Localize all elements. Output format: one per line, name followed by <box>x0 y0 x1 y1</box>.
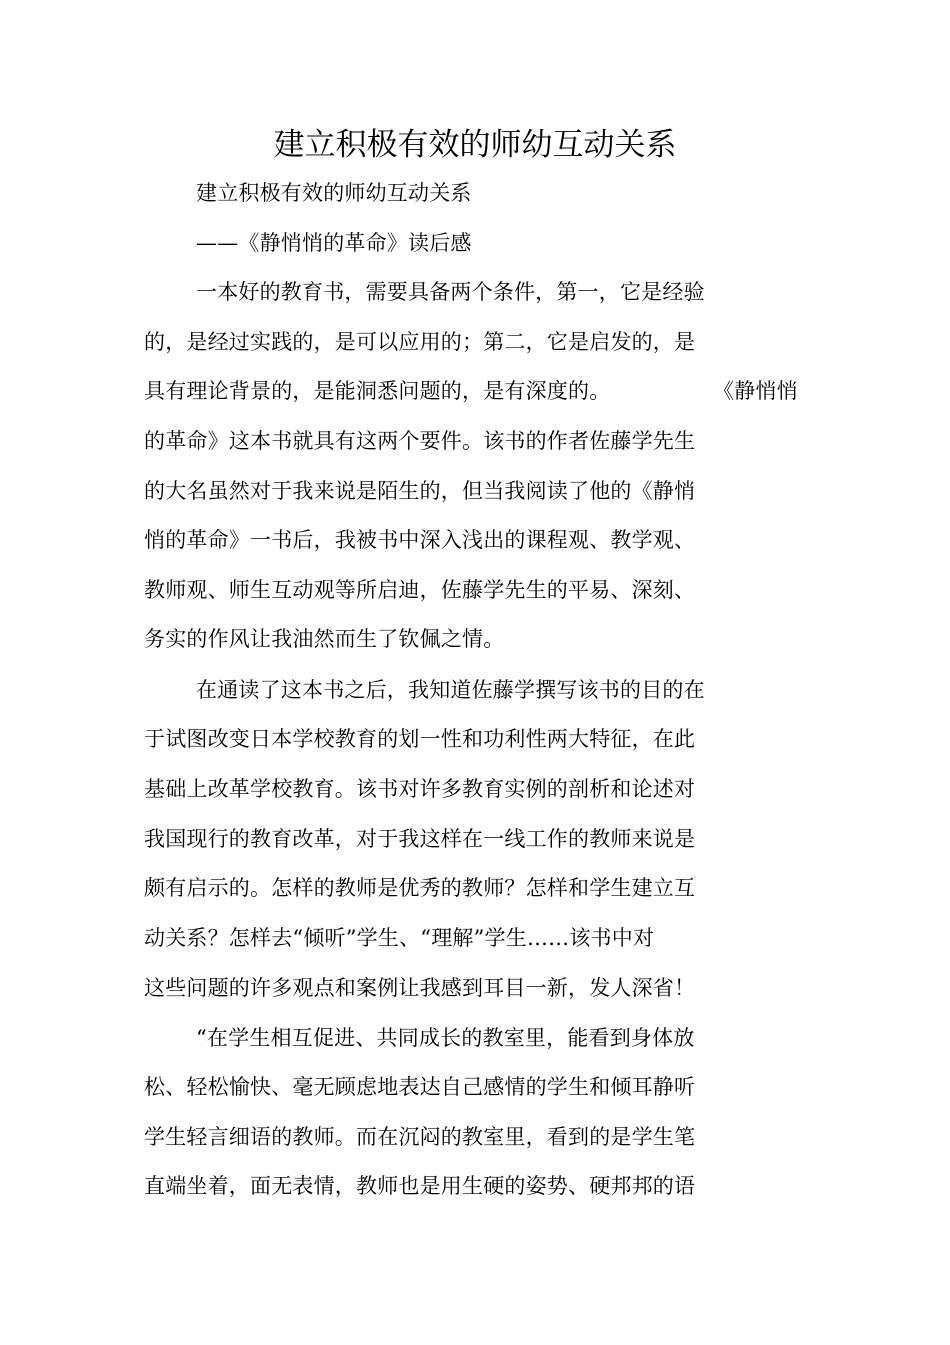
paragraph-line: 教师观、师生互动观等所启迪，佐藤学先生的平易、深刻、 <box>144 578 696 602</box>
paragraph-line: 在通读了这本书之后，我知道佐藤学撰写该书的目的在 <box>196 678 705 702</box>
paragraph-line: “在学生相互促进、共同成长的教室里，能看到身体放 <box>196 1026 695 1050</box>
paragraph-line: 基础上改革学校教育。该书对许多教育实例的剖析和论述对 <box>144 777 696 801</box>
paragraph-line: 一本好的教育书，需要具备两个条件，第一，它是经验 <box>196 280 705 304</box>
subtitle: 建立积极有效的师幼互动关系 <box>196 181 472 205</box>
paragraph-line: 务实的作风让我油然而生了钦佩之情。 <box>144 627 505 651</box>
paragraph-line: 我国现行的教育改革，对于我这样在一线工作的教师来说是 <box>144 827 696 851</box>
paragraph-line: 直端坐着，面无表情，教师也是用生硬的姿势、硬邦邦的语 <box>144 1174 696 1198</box>
paragraph-line: 具有理论背景的，是能洞悉问题的，是有深度的。 <box>144 379 611 403</box>
paragraph-line: 的大名虽然对于我来说是陌生的，但当我阅读了他的《静悄 <box>144 479 696 503</box>
paragraph-line: 这些问题的许多观点和案例让我感到耳目一新，发人深省！ <box>144 976 696 1000</box>
paragraph-line: 《静悄悄 <box>713 379 798 403</box>
paragraph-line: 的革命》这本书就具有这两个要件。该书的作者佐藤学先生 <box>144 429 696 453</box>
paragraph-line: 颇有启示的。怎样的教师是优秀的教师？怎样和学生建立互 <box>144 876 696 900</box>
paragraph-line: 松、轻松愉快、毫无顾虑地表达自己感情的学生和倾耳静听 <box>144 1075 696 1099</box>
paragraph-line: 的，是经过实践的，是可以应用的；第二，它是启发的，是 <box>144 330 696 354</box>
paragraph-line: 悄的革命》一书后，我被书中深入浅出的课程观、教学观、 <box>144 528 696 552</box>
paragraph-line: 学生轻言细语的教师。而在沉闷的教室里，看到的是学生笔 <box>144 1125 696 1149</box>
paragraph-line: 于试图改变日本学校教育的划一性和功利性两大特征，在此 <box>144 727 696 751</box>
paragraph-line: 动关系？怎样去“倾听”学生、“理解”学生……该书中对 <box>144 926 655 950</box>
document-title: 建立积极有效的师幼互动关系 <box>273 127 677 163</box>
byline: ——《静悄悄的革命》读后感 <box>196 231 472 255</box>
